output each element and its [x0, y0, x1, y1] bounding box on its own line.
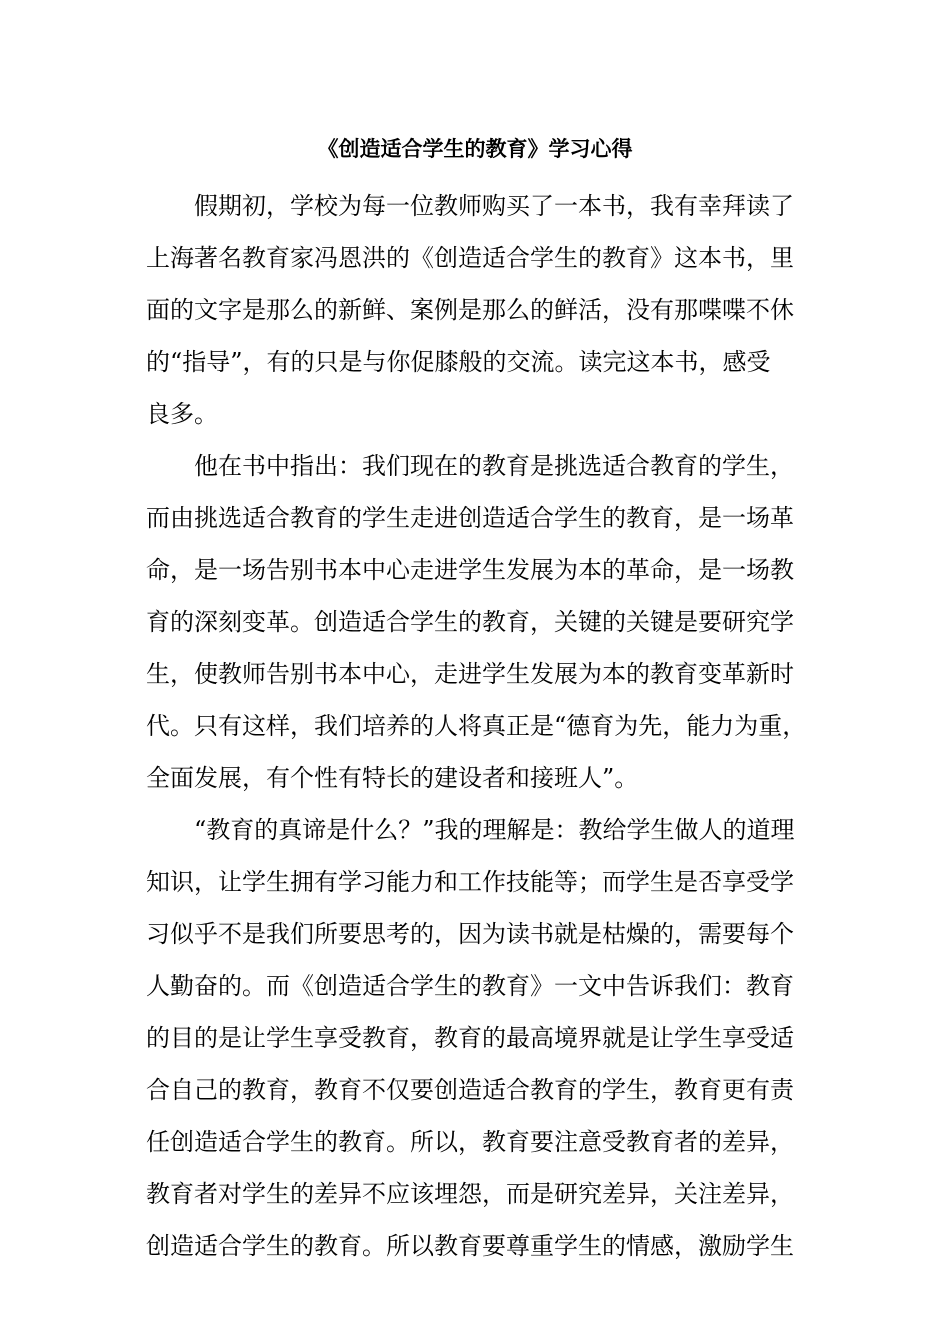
text-line: 生，使教师告别书本中心，走进学生发展为本的教育变革新时 — [146, 660, 794, 688]
text-line: 合自己的教育，教育不仅要创造适合教育的学生，教育更有责 — [146, 1076, 794, 1104]
document-title: 《创造适合学生的教育》学习心得 — [317, 137, 633, 161]
text-line: 良多。 — [146, 400, 218, 428]
paragraph-3 — [146, 804, 808, 1272]
text-line: “教育的真谛是什么？”我的理解是：教给学生做人的道理 — [194, 816, 795, 844]
text-line: 教育者对学生的差异不应该埋怨，而是研究差异，关注差异， — [146, 1180, 794, 1208]
paragraph-1 — [146, 180, 808, 440]
text-line: 假期初，学校为每一位教师购买了一本书，我有幸拜读了 — [194, 192, 794, 220]
text-line: 人勤奋的。而《创造适合学生的教育》一文中告诉我们：教育 — [146, 972, 794, 1000]
text-line: 他在书中指出：我们现在的教育是挑选适合教育的学生， — [194, 452, 794, 480]
text-line: 的目的是让学生享受教育，教育的最高境界就是让学生享受适 — [146, 1024, 794, 1052]
paragraph-2 — [146, 440, 808, 804]
text-line: 创造适合学生的教育。所以教育要尊重学生的情感，激励学生 — [146, 1232, 794, 1260]
text-line: 命，是一场告别书本中心走进学生发展为本的革命，是一场教 — [146, 556, 794, 584]
text-line: 上海著名教育家冯恩洪的《创造适合学生的教育》这本书，里 — [146, 244, 794, 272]
text-line: 全面发展，有个性有特长的建设者和接班人”。 — [146, 764, 639, 792]
text-line: 习似乎不是我们所要思考的，因为读书就是枯燥的，需要每个 — [146, 920, 794, 948]
text-line: 面的文字是那么的新鲜、案例是那么的鲜活，没有那喋喋不休 — [146, 296, 794, 324]
text-line: 的“指导”，有的只是与你促膝般的交流。读完这本书，感受 — [146, 348, 771, 376]
document-body — [146, 180, 808, 1272]
text-line: 而由挑选适合教育的学生走进创造适合学生的教育，是一场革 — [146, 504, 794, 532]
text-line: 代。只有这样，我们培养的人将真正是“德育为先，能力为重， — [146, 712, 807, 740]
text-line: 任创造适合学生的教育。所以，教育要注意受教育者的差异， — [146, 1128, 794, 1156]
text-line: 知识，让学生拥有学习能力和工作技能等；而学生是否享受学 — [146, 868, 794, 896]
text-line: 育的深刻变革。创造适合学生的教育，关键的关键是要研究学 — [146, 608, 794, 636]
